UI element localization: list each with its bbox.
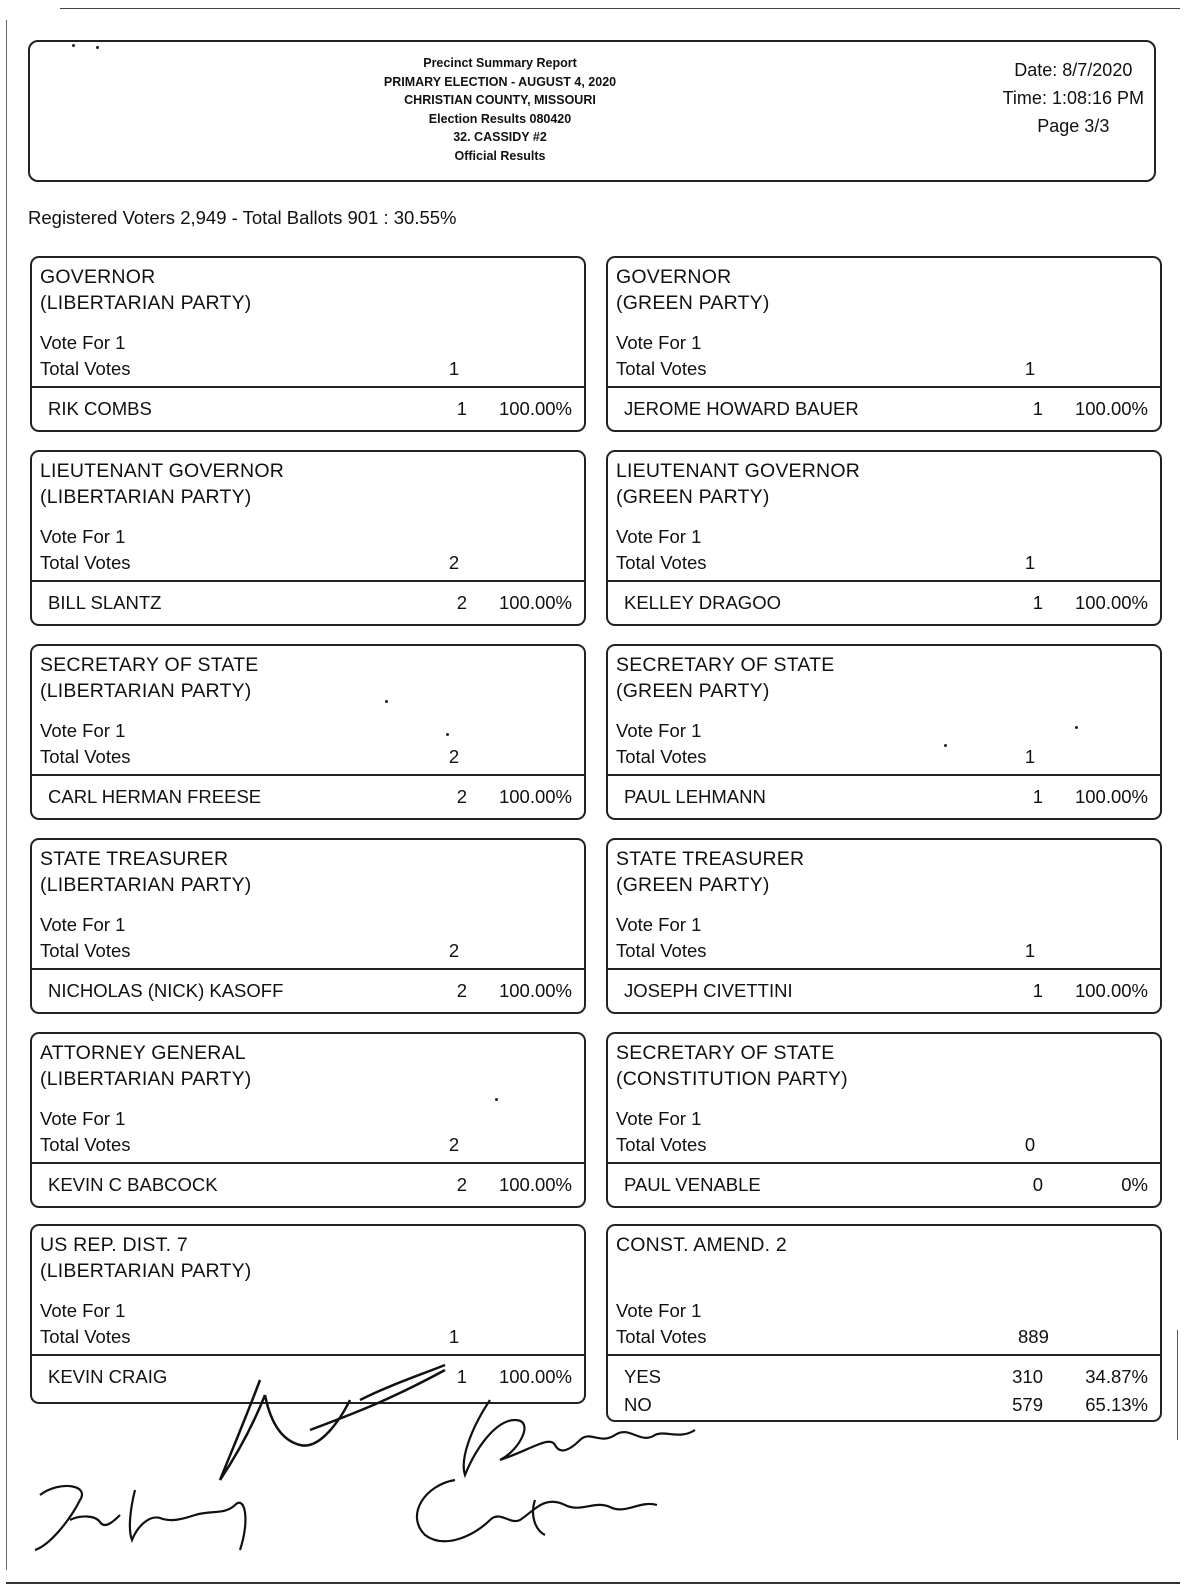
race-party: (LIBERTARIAN PARTY): [40, 1260, 252, 1282]
signature-carla-essick: [395, 1465, 675, 1555]
race-office: US REP. DIST. 7: [40, 1234, 188, 1256]
candidate-name: PAUL LEHMANN: [624, 786, 766, 807]
candidate-name: KELLEY DRAGOO: [624, 592, 781, 613]
candidate-name: JEROME HOWARD BAUER: [624, 398, 859, 419]
total-votes-value: 889: [1018, 1326, 1049, 1347]
race-party: (GREEN PARTY): [616, 292, 770, 314]
race-box: [606, 256, 1162, 432]
total-votes-label: Total Votes: [616, 1134, 707, 1155]
scan-speck: [944, 744, 947, 747]
candidate-name: RIK COMBS: [48, 398, 152, 419]
page-number: Page 3/3: [1037, 116, 1110, 136]
race-divider: [32, 1354, 584, 1356]
race-title: [616, 1040, 848, 1092]
candidate-row: [32, 1174, 584, 1198]
race-box: [606, 644, 1162, 820]
vote-for-label: Vote For 1: [40, 1108, 126, 1129]
report-time: Time: 1:08:16 PM: [1002, 88, 1144, 108]
total-votes-label: Total Votes: [616, 358, 707, 379]
results-id: Election Results 080420: [428, 111, 572, 126]
candidate-percent: 100.00%: [1074, 592, 1148, 613]
race-office: ATTORNEY GENERAL: [40, 1042, 246, 1064]
report-title-block: [330, 54, 670, 165]
race-box: [30, 450, 586, 626]
report-meta: [1003, 56, 1144, 140]
race-box: [30, 256, 586, 432]
race-office: STATE TREASURER: [40, 848, 229, 870]
vote-for-label: Vote For 1: [616, 1108, 702, 1129]
race-title: [40, 1040, 251, 1092]
candidate-row: [608, 980, 1160, 1004]
race-title: [40, 458, 284, 510]
race-divider: [32, 968, 584, 970]
signature-lisa-russell: [20, 1460, 280, 1560]
race-box: [606, 450, 1162, 626]
candidate-row: [608, 398, 1160, 422]
race-divider: [608, 968, 1160, 970]
total-votes-value: 2: [448, 940, 460, 961]
candidate-percent: 100.00%: [498, 980, 572, 1001]
candidate-name: CARL HERMAN FREESE: [48, 786, 262, 807]
race-title: [616, 846, 804, 898]
page-edge-bottom: [6, 1582, 1180, 1584]
candidate-votes: 1: [456, 398, 467, 419]
total-votes-label: Total Votes: [616, 746, 707, 767]
page-edge-left: [6, 20, 7, 1570]
race-box: [30, 838, 586, 1014]
race-divider: [608, 1354, 1160, 1356]
race-title: [616, 1232, 787, 1258]
race-box: [30, 1032, 586, 1208]
candidate-votes: 2: [456, 592, 467, 613]
vote-for-label: Vote For 1: [40, 914, 126, 935]
scan-speck: [446, 733, 449, 736]
candidate-name: NICHOLAS (NICK) KASOFF: [48, 980, 284, 1001]
vote-for-label: Vote For 1: [616, 914, 702, 935]
total-votes-label: Total Votes: [40, 746, 131, 767]
race-office: LIEUTENANT GOVERNOR: [616, 460, 860, 482]
total-votes-value: 1: [448, 1326, 460, 1347]
candidate-percent: 100.00%: [498, 786, 572, 807]
race-office: SECRETARY OF STATE: [616, 654, 835, 676]
race-title: [40, 1232, 251, 1284]
vote-for-label: Vote For 1: [40, 1300, 126, 1321]
race-title: [40, 652, 259, 704]
race-office: SECRETARY OF STATE: [40, 654, 259, 676]
candidate-row: [608, 1174, 1160, 1198]
candidate-row: [32, 786, 584, 810]
total-votes-label: Total Votes: [616, 552, 707, 573]
candidate-percent: 100.00%: [498, 592, 572, 613]
candidate-percent: 100.00%: [498, 398, 572, 419]
race-party: (LIBERTARIAN PARTY): [40, 1068, 252, 1090]
race-party: (GREEN PARTY): [616, 486, 770, 508]
report-title: Precinct Summary Report: [423, 56, 577, 70]
scan-speck: [72, 44, 75, 47]
total-votes-label: Total Votes: [40, 552, 131, 573]
total-votes-value: 1: [1024, 940, 1036, 961]
total-votes-value: 1: [1024, 358, 1036, 379]
race-title: [40, 846, 251, 898]
candidate-votes: 310: [1012, 1366, 1043, 1387]
candidate-name: NO: [624, 1394, 652, 1415]
race-title: [616, 264, 770, 316]
total-votes-value: 2: [448, 746, 460, 767]
race-divider: [32, 774, 584, 776]
candidate-name: KEVIN C BABCOCK: [48, 1174, 218, 1195]
race-box: [606, 838, 1162, 1014]
scan-speck: [96, 46, 99, 49]
candidate-name: JOSEPH CIVETTINI: [624, 980, 793, 1001]
total-votes-value: 2: [448, 552, 460, 573]
results-status: Official Results: [454, 148, 546, 163]
candidate-row: [608, 786, 1160, 810]
scan-speck: [1075, 726, 1078, 729]
candidate-name: BILL SLANTZ: [48, 592, 162, 613]
candidate-percent: 0%: [1121, 1174, 1148, 1195]
total-votes-label: Total Votes: [616, 940, 707, 961]
candidate-name: YES: [624, 1366, 662, 1387]
race-divider: [608, 1162, 1160, 1164]
vote-for-label: Vote For 1: [616, 1300, 702, 1321]
race-divider: [32, 1162, 584, 1164]
race-party: (LIBERTARIAN PARTY): [40, 486, 252, 508]
candidate-percent: 100.00%: [1074, 398, 1148, 419]
candidate-votes: 1: [1032, 398, 1043, 419]
race-box: [606, 1032, 1162, 1208]
race-office: STATE TREASURER: [616, 848, 805, 870]
total-votes-value: 1: [1024, 552, 1036, 573]
total-votes-value: 2: [448, 1134, 460, 1155]
precinct-name: 32. CASSIDY #2: [453, 130, 547, 144]
candidate-percent: 100.00%: [498, 1174, 572, 1195]
total-votes-value: 0: [1024, 1134, 1036, 1155]
vote-for-label: Vote For 1: [40, 720, 126, 741]
total-votes-label: Total Votes: [40, 358, 131, 379]
candidate-percent: 65.13%: [1085, 1394, 1148, 1415]
candidate-name: PAUL VENABLE: [624, 1174, 761, 1195]
race-title: [616, 652, 835, 704]
race-party: (GREEN PARTY): [616, 680, 770, 702]
candidate-row: [32, 398, 584, 422]
total-votes-label: Total Votes: [40, 940, 131, 961]
report-header: [28, 40, 1156, 182]
page-edge-right: [1177, 1330, 1178, 1440]
candidate-votes: 1: [1032, 980, 1043, 1001]
page-edge-top: [60, 8, 1180, 9]
candidate-row: [32, 980, 584, 1004]
vote-for-label: Vote For 1: [616, 332, 702, 353]
candidate-row: [32, 592, 584, 616]
candidate-votes: 1: [456, 1366, 467, 1387]
race-divider: [608, 580, 1160, 582]
report-date: Date: 8/7/2020: [1014, 60, 1133, 80]
race-party: (LIBERTARIAN PARTY): [40, 292, 252, 314]
total-votes-value: 1: [448, 358, 460, 379]
race-divider: [608, 774, 1160, 776]
vote-for-label: Vote For 1: [40, 332, 126, 353]
race-party: (GREEN PARTY): [616, 874, 770, 896]
race-office: SECRETARY OF STATE: [616, 1042, 835, 1064]
candidate-row: [608, 592, 1160, 616]
candidate-votes: 579: [1012, 1394, 1043, 1415]
race-box: [30, 644, 586, 820]
vote-for-label: Vote For 1: [616, 720, 702, 741]
race-party: (CONSTITUTION PARTY): [616, 1068, 848, 1090]
race-office: GOVERNOR: [616, 266, 732, 288]
candidate-votes: 2: [456, 786, 467, 807]
scan-speck: [495, 1098, 498, 1101]
candidate-percent: 100.00%: [1074, 786, 1148, 807]
race-office: LIEUTENANT GOVERNOR: [40, 460, 284, 482]
total-votes-label: Total Votes: [40, 1326, 131, 1347]
candidate-name: KEVIN CRAIG: [48, 1366, 168, 1387]
registered-voters-summary: Registered Voters 2,949 - Total Ballots 901 : 30.55%: [28, 207, 457, 228]
candidate-row: [608, 1366, 1160, 1390]
candidate-percent: 100.00%: [498, 1366, 572, 1387]
candidate-votes: 1: [1032, 592, 1043, 613]
vote-for-label: Vote For 1: [616, 526, 702, 547]
race-divider: [608, 386, 1160, 388]
candidate-percent: 34.87%: [1085, 1366, 1148, 1387]
candidate-percent: 100.00%: [1074, 980, 1148, 1001]
total-votes-value: 1: [1024, 746, 1036, 767]
race-office: CONST. AMEND. 2: [616, 1234, 787, 1256]
race-title: [40, 264, 251, 316]
race-party: (LIBERTARIAN PARTY): [40, 874, 252, 896]
candidate-votes: 2: [456, 980, 467, 1001]
race-office: GOVERNOR: [40, 266, 156, 288]
total-votes-label: Total Votes: [616, 1326, 707, 1347]
candidate-votes: 2: [456, 1174, 467, 1195]
race-party: (LIBERTARIAN PARTY): [40, 680, 252, 702]
race-divider: [32, 580, 584, 582]
vote-for-label: Vote For 1: [40, 526, 126, 547]
race-divider: [32, 386, 584, 388]
candidate-votes: 0: [1032, 1174, 1043, 1195]
race-title: [616, 458, 860, 510]
total-votes-label: Total Votes: [40, 1134, 131, 1155]
candidate-votes: 1: [1032, 786, 1043, 807]
election-name: PRIMARY ELECTION - AUGUST 4, 2020: [383, 74, 617, 89]
county-name: CHRISTIAN COUNTY, MISSOURI: [404, 93, 596, 107]
scan-speck: [385, 700, 388, 703]
